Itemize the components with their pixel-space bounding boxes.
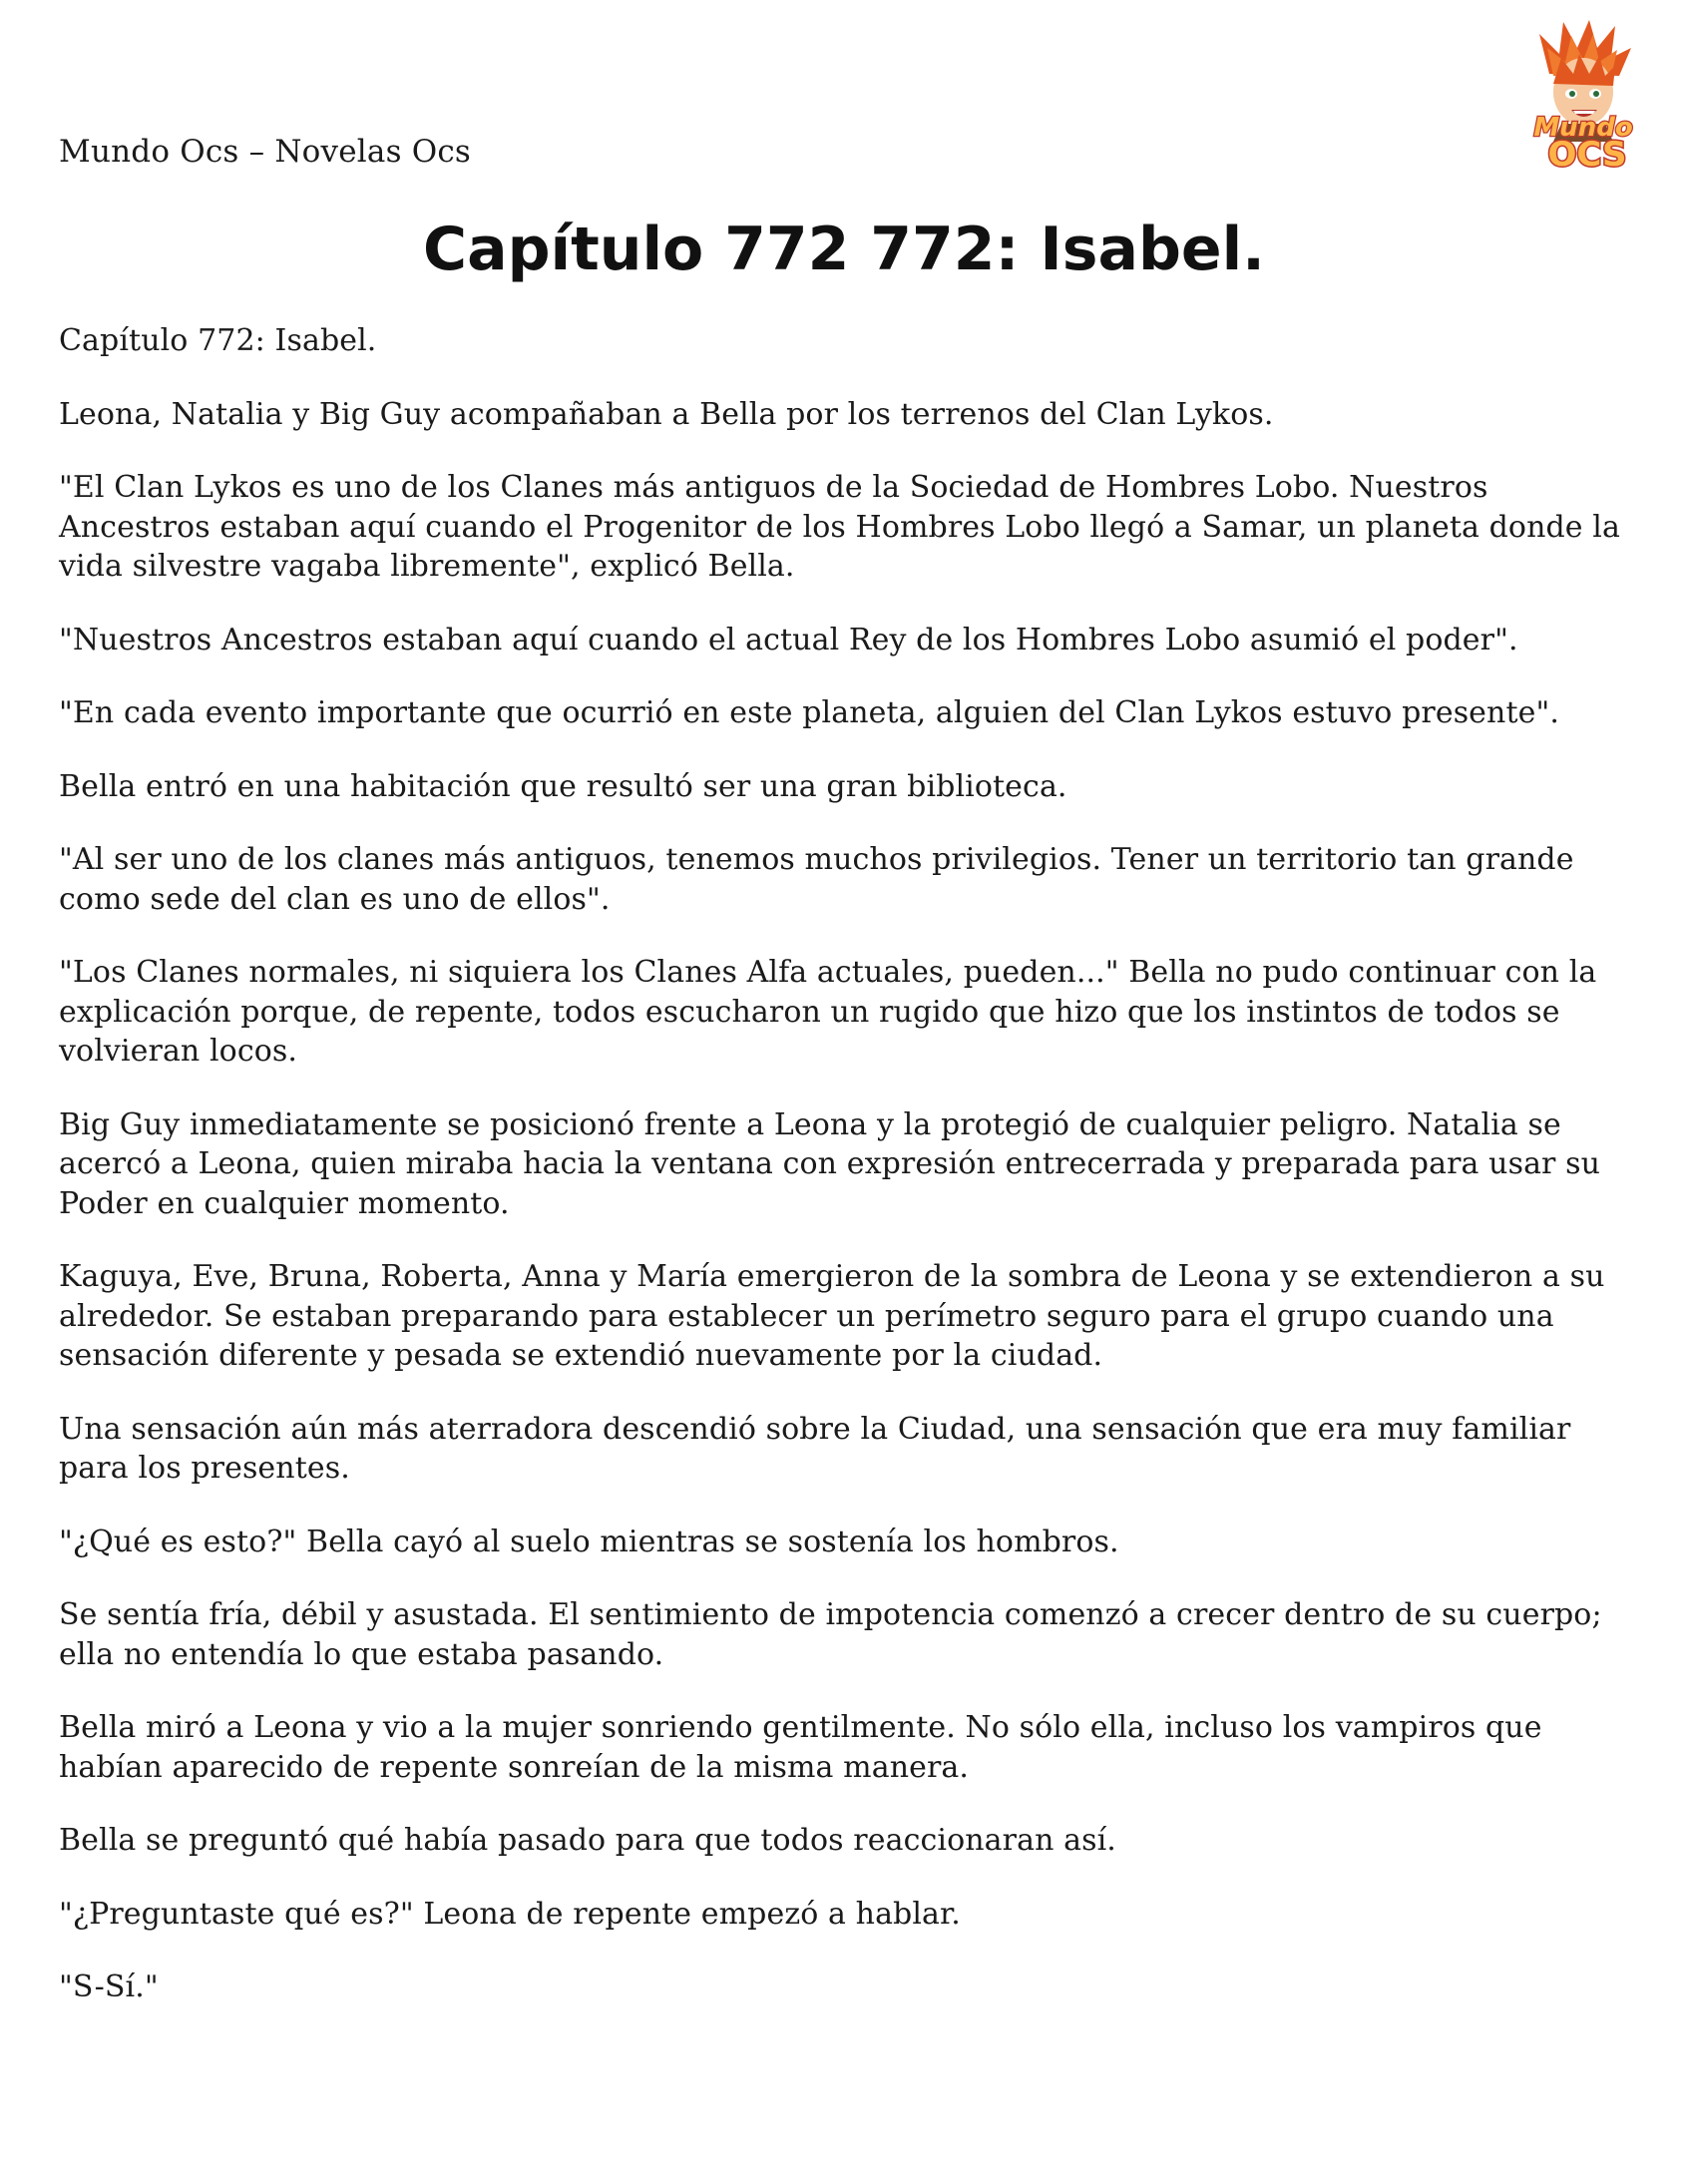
mundo-ocs-logo-icon bbox=[1501, 14, 1661, 174]
paragraph: Bella entró en una habitación que resultó ser una gran biblioteca. bbox=[59, 768, 1067, 804]
paragraph: "S-Sí." bbox=[59, 1969, 159, 2004]
paragraph: Bella miró a Leona y vio a la mujer sonriendo gentilmente. No sólo ella, incluso los vampiros que habían aparecido de repente sonreían de la misma manera. bbox=[59, 1710, 1542, 1785]
paragraph: "Nuestros Ancestros estaban aquí cuando el actual Rey de los Hombres Lobo asumió el poder". bbox=[59, 622, 1518, 657]
paragraph: "Al ser uno de los clanes más antiguos, tenemos muchos privilegios. Tener un territorio tan grande como sede del clan es uno de ellos". bbox=[59, 842, 1574, 917]
paragraph: Big Guy inmediatamente se posicionó frente a Leona y la protegió de cualquier peligro. Natalia se acercó a Leona, quien miraba hacia la ventana con expresión entrecerrada y preparada para usar su Poder en cualquier momento. bbox=[59, 1106, 1601, 1221]
paragraph: "El Clan Lykos es uno de los Clanes más antiguos de la Sociedad de Hombres Lobo. Nuestros Ancestros estaban aquí cuando el Progenitor de los Hombres Lobo llegó a Samar, un planeta donde la vida silvestre vagaba libremente", explicó Bella. bbox=[59, 470, 1620, 584]
logo-text-line2: OCS bbox=[1547, 135, 1627, 174]
paragraph: Leona, Natalia y Big Guy acompañaban a Bella por los terrenos del Clan Lykos. bbox=[59, 396, 1274, 432]
chapter-body bbox=[59, 321, 1635, 2041]
paragraph: Se sentía fría, débil y asustada. El sentimiento de impotencia comenzó a crecer dentro de su cuerpo; ella no entendía lo que estaba pasando. bbox=[59, 1597, 1602, 1672]
paragraph: "Los Clanes normales, ni siquiera los Clanes Alfa actuales, pueden..." Bella no pudo continuar con la explicación porque, de repente, todos escucharon un rugido que hizo que los instintos de todos se volvieran locos. bbox=[59, 955, 1597, 1069]
paragraph: Kaguya, Eve, Bruna, Roberta, Anna y María emergieron de la sombra de Leona y se extendieron a su alrededor. Se estaban preparando para establecer un perímetro seguro para el grupo cuando una sensación diferente y pesada se extendió nuevamente por la ciudad. bbox=[59, 1259, 1605, 1373]
paragraph: "¿Qué es esto?" Bella cayó al suelo mientras se sostenía los hombros. bbox=[59, 1524, 1119, 1559]
paragraph: "En cada evento importante que ocurrió en este planeta, alguien del Clan Lykos estuvo presente". bbox=[59, 695, 1560, 730]
paragraph: Capítulo 772: Isabel. bbox=[59, 323, 377, 358]
site-label: Mundo Ocs – Novelas Ocs bbox=[59, 134, 472, 170]
paragraph: Una sensación aún más aterradora descendió sobre la Ciudad, una sensación que era muy familiar para los presentes. bbox=[59, 1411, 1571, 1486]
paragraph: "¿Preguntaste qué es?" Leona de repente empezó a hablar. bbox=[59, 1896, 961, 1932]
chapter-title: Capítulo 772 772: Isabel. bbox=[423, 215, 1265, 284]
paragraph: Bella se preguntó qué había pasado para que todos reaccionaran así. bbox=[59, 1823, 1116, 1858]
logo-text-line1: Mundo bbox=[1533, 113, 1633, 143]
